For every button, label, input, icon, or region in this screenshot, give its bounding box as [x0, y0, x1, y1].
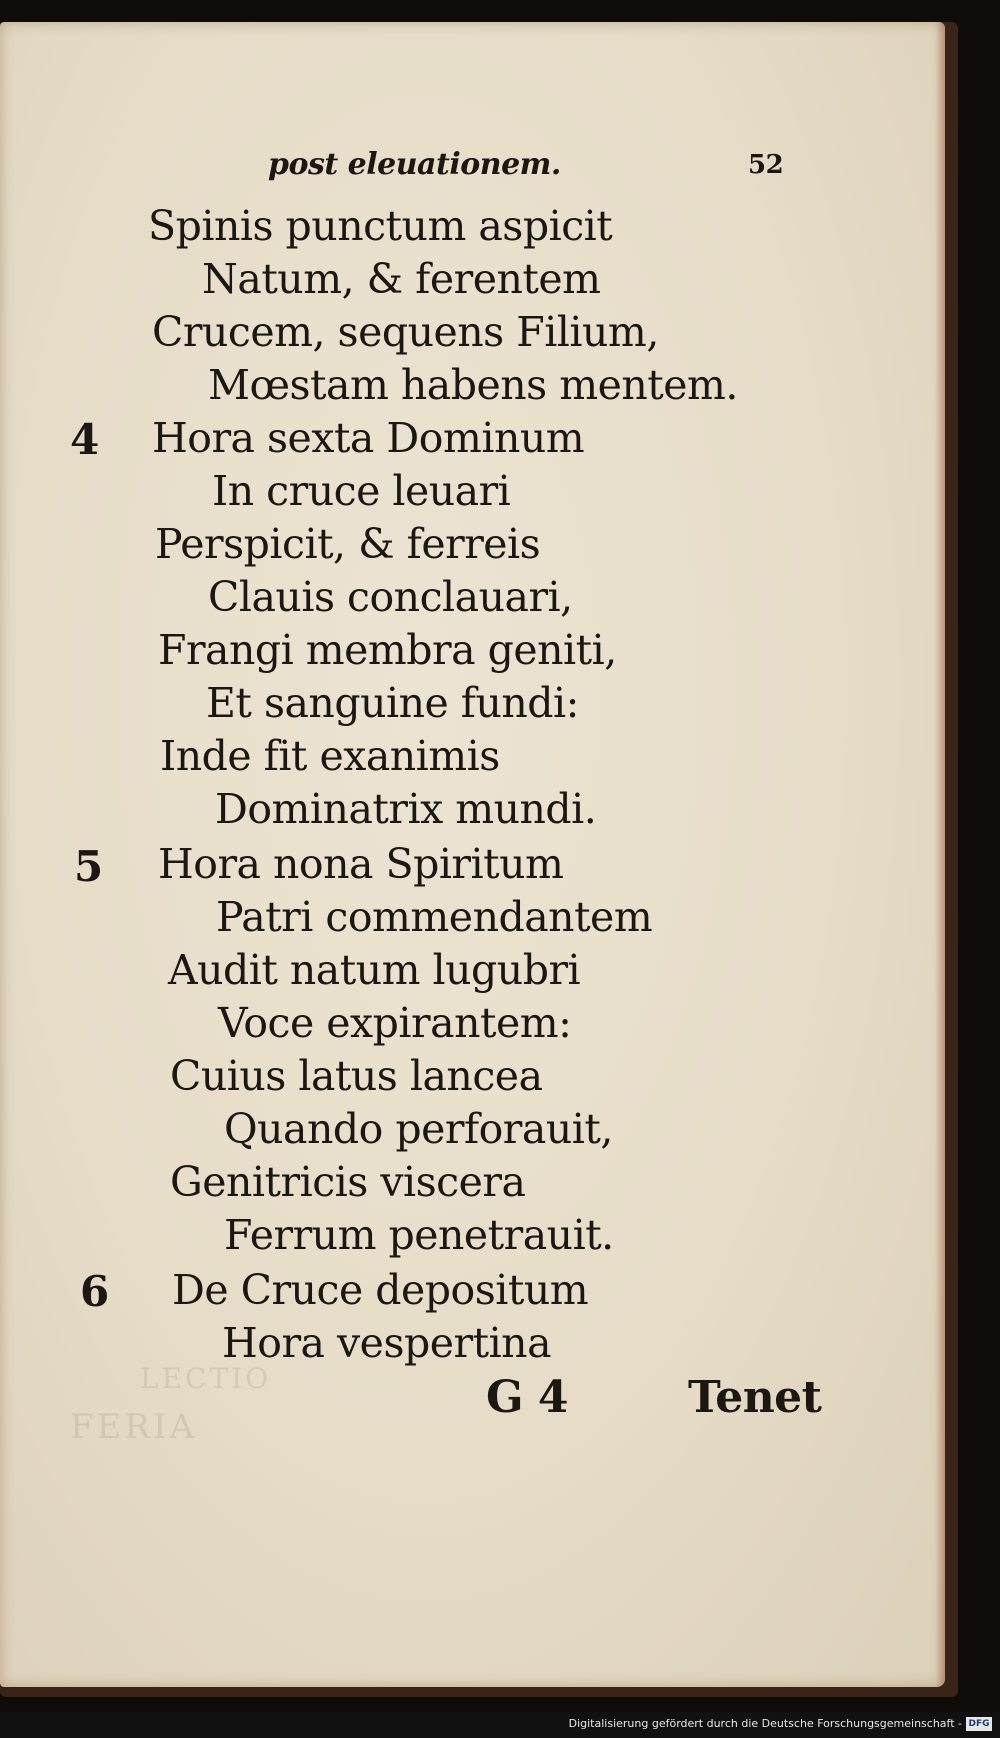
dfg-logo: DFG	[966, 1717, 992, 1731]
folio-number: 52	[748, 150, 784, 180]
verse-line: Quando perforauit,	[224, 1105, 613, 1153]
verse-line: Clauis conclauari,	[208, 573, 573, 621]
verse-line: Audit natum lugubri	[168, 946, 581, 994]
stanza-number: 5	[74, 842, 103, 891]
show-through-bleed: FERIA	[70, 1407, 197, 1447]
verse-line: Et sanguine fundi:	[206, 679, 579, 727]
verse-line: Perspicit, & ferreis	[155, 520, 541, 568]
signature-mark: G 4	[486, 1372, 569, 1423]
verse-line: In cruce leuari	[212, 467, 511, 515]
funding-credit: Digitalisierung gefördert durch die Deutsche Forschungsgemeinschaft -	[568, 1717, 962, 1730]
verse-line: Voce expirantem:	[218, 999, 572, 1047]
verse-line: Patri commendantem	[216, 893, 653, 941]
verse-line: Ferrum penetrauit.	[224, 1211, 614, 1259]
verse-line: Spinis punctum aspicit	[148, 202, 613, 250]
verse-line: Hora sexta Dominum	[152, 414, 585, 462]
verse-line: Cuius latus lancea	[170, 1052, 543, 1100]
verse-line: Frangi membra geniti,	[158, 626, 617, 674]
verse-line: Mœstam habens mentem.	[208, 361, 738, 409]
verse-line: Inde fit exanimis	[160, 732, 500, 780]
stanza-number: 4	[70, 415, 99, 464]
catchword: Tenet	[688, 1372, 822, 1423]
verse-line: Genitricis viscera	[170, 1158, 526, 1206]
book-page	[0, 22, 945, 1687]
verse-line: Dominatrix mundi.	[215, 785, 597, 833]
verse-line: De Cruce depositum	[172, 1266, 589, 1314]
verse-line: Crucem, sequens Filium,	[152, 308, 659, 356]
running-header: post eleuationem.	[268, 147, 561, 182]
show-through-bleed: LECTIO	[140, 1362, 272, 1395]
stanza-number: 6	[80, 1267, 109, 1316]
verse-line: Hora vespertina	[222, 1319, 552, 1367]
verse-line: Hora nona Spiritum	[158, 840, 564, 888]
verse-line: Natum, & ferentem	[202, 255, 601, 303]
